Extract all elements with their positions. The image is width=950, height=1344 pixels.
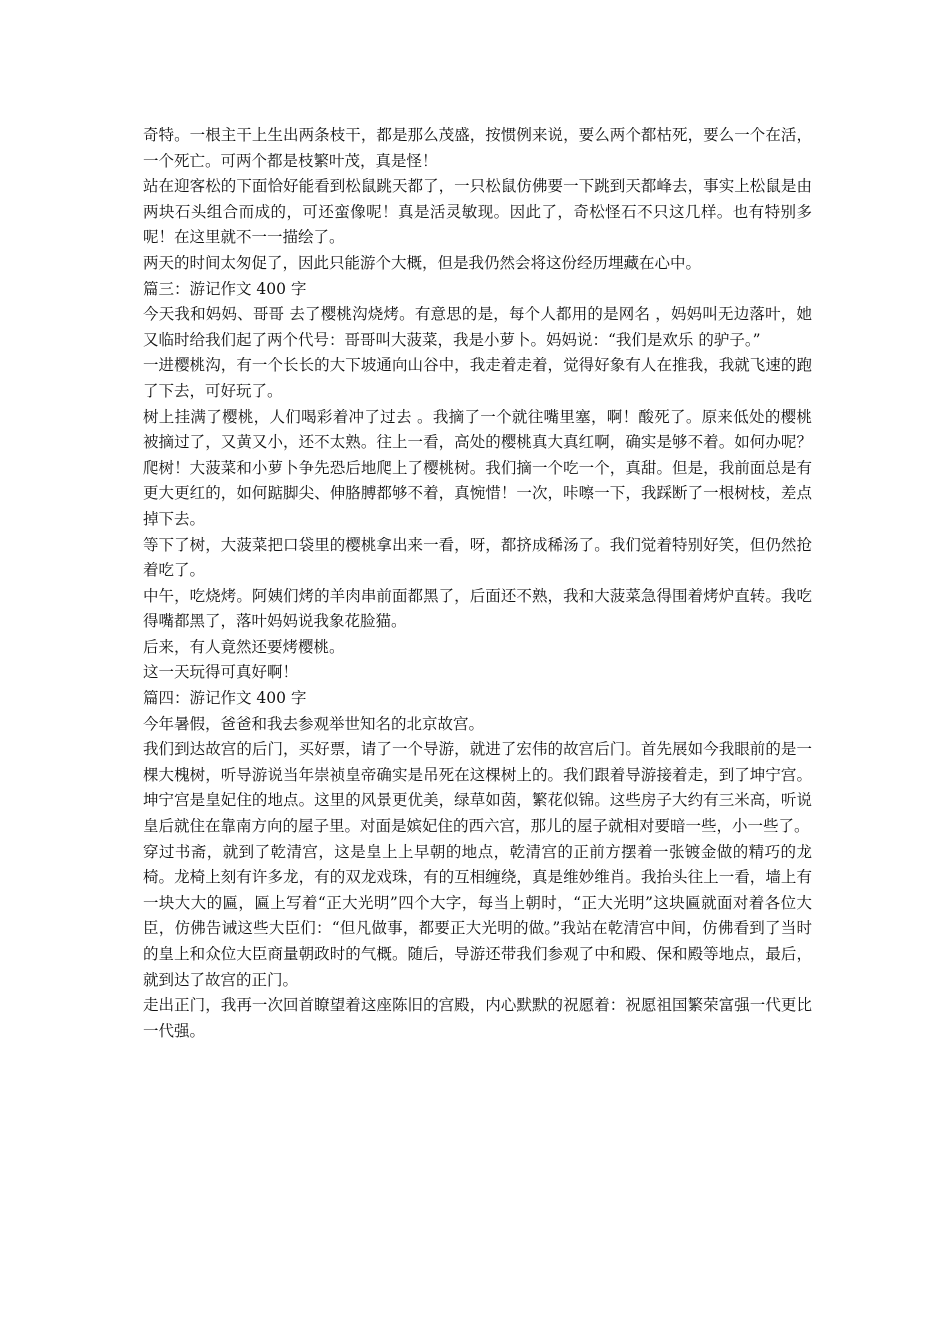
paragraph-barbecue: 中午，吃烧烤。阿姨们烤的羊肉串前面都黑了，后面还不熟，我和大菠菜急得围着烤炉直转。我吃得嘴都黑了，落叶妈妈说我象花脸猫。	[143, 586, 812, 631]
paragraph-qianqing-palace: 穿过书斋，就到了乾清宫，这是皇上上早朝的地点，乾清宫的正前方摆着一张镀金做的精巧的龙椅。龙椅上刻有许多龙，有的双龙戏珠，有的互相缠绕，真是维妙维肖。我抬头往上一看，墙上有一块大大的匾，匾上写着“正大光明”四个大字，每当上朝时，“正大光明”这块匾就面对着各位大臣，仿佛告诫这些大臣们：“但凡做事，都要正大光明的做。”我站在乾清宫中间，仿佛看到了当时的皇上和众位大臣商量朝政时的气概。随后，导游还带我们参观了中和殿、保和殿等地点，最后，就到达了故宫的正门。	[143, 842, 812, 989]
section-heading-part-three: 篇三：游记作文 400 字	[143, 279, 307, 298]
paragraph-downhill: 一进樱桃沟，有一个长长的大下坡通向山谷中，我走着走着，觉得好象有人在推我，我就飞速的跑了下去，可好玩了。	[143, 356, 812, 400]
section-heading-part-four: 篇四：游记作文 400 字	[143, 689, 307, 708]
document-page	[143, 123, 812, 1044]
paragraph-fun-day: 这一天玩得可真好啊！	[143, 663, 299, 682]
paragraph-picking-cherries: 树上挂满了樱桃，人们喝彩着冲了过去 。我摘了一个就往嘴里塞，啊！酸死了。原来低处的樱桃被摘过了，又黄又小，还不太熟。往上一看，高处的樱桃真大真红啊，确实是够不着。如何办呢？爬树！大菠菜和小萝卜争先恐后地爬上了樱桃树。我们摘一个吃一个，真甜。但是，我前面总是有更大更红的，如何踮脚尖、伸胳膊都够不着，真惋惜！一次，咔嚓一下，我踩断了一根树枝，差点掉下去。	[143, 407, 812, 528]
paragraph-huangshan-pine: 奇特。一根主干上生出两条枝干，都是那么茂盛，按惯例来说，要么两个都枯死，要么一个在活，一个死亡。可两个都是枝繁叶茂，真是怪！	[143, 126, 812, 170]
paragraph-trip-summary: 两天的时间太匆促了，因此只能游个大概，但是我仍然会将这份经历埋藏在心中。	[143, 253, 702, 272]
paragraph-kunning-palace: 我们到达故宫的后门，买好票，请了一个导游，就进了宏伟的故宫后门。首先展如今我眼前的是一棵大槐树，听导游说当年崇祯皇帝确实是吊死在这棵树上的。我们跟着导游接着走，到了坤宁宫。坤宁宫是皇妃住的地点。这里的风景更优美，绿草如茵，繁花似锦。这些房子大约有三米高，听说皇后就住在靠南方向的屋子里。对面是嫔妃住的西六宫，那儿的屋子就相对要暗一些，小一些了。	[143, 740, 812, 836]
paragraph-roast-cherries: 后来，有人竟然还要烤樱桃。	[143, 637, 345, 656]
paragraph-squashed-cherries: 等下了树，大菠菜把口袋里的樱桃拿出来一看，呀，都挤成稀汤了。我们觉着特别好笑，但仍然抢着吃了。	[143, 535, 812, 580]
paragraph-squirrel-rock: 站在迎客松的下面恰好能看到松鼠跳天都了，一只松鼠仿佛要一下跳到天都峰去，事实上松鼠是由两块石头组合而成的，可还蛮像呢！真是活灵敏现。因此了，奇松怪石不只这几样。也有特别多呢！在这里就不一一描绘了。	[143, 177, 812, 247]
paragraph-forbidden-city-intro: 今年暑假，爸爸和我去参观举世知名的北京故宫。	[143, 714, 485, 733]
paragraph-closing-wish: 走出正门，我再一次回首瞭望着这座陈旧的宫殿，内心默默的祝愿着：祝愿祖国繁荣富强一代更比一代强。	[143, 996, 812, 1040]
paragraph-cherry-valley-intro: 今天我和妈妈、哥哥 去了樱桃沟烧烤。有意思的是，每个人都用的是网名 ，妈妈叫无边落叶，她又临时给我们起了两个代号：哥哥叫大菠菜，我是小萝卜。妈妈说：“我们是欢乐 的驴子。”	[143, 305, 812, 349]
